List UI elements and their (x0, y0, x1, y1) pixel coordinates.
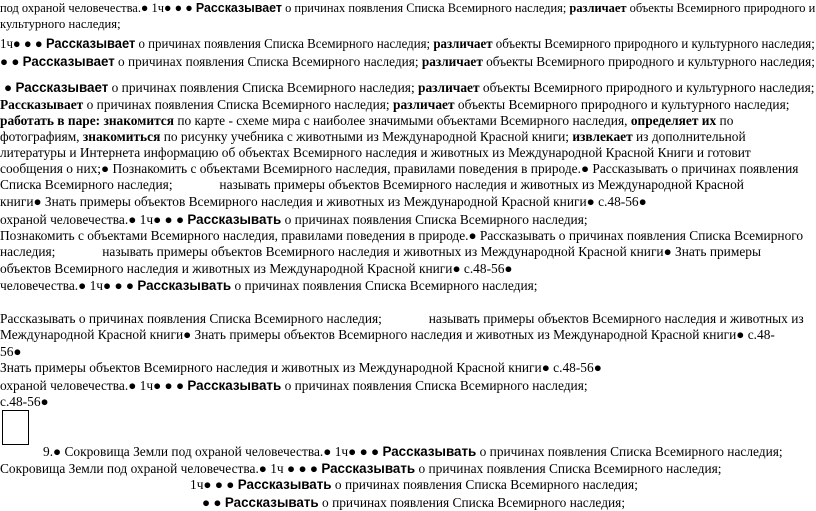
text-line: ● Рассказывает о причинах появления Списка Всемирного наследия; различает объекты Всемирного природного и культурного наследия; (4, 80, 815, 95)
empty-table-cell (2, 410, 29, 445)
text-line: сообщения о них;● Познакомить с объектами Всемирного наследия, правилами поведения в природе.● Рассказывать о причинах появления (0, 161, 799, 176)
text-line: культурного наследия; (0, 17, 121, 31)
text-line: наследия; называть примеры объектов Всемирного наследия и животных из Международной Красной книги● Знать примеры (0, 244, 761, 259)
text-line: под охраной человечества.● 1ч● ● ● Рассказывает о причинах появления Списка Всемирного наследия; различает объекты Всемирного природного и (0, 1, 816, 15)
text-line: Познакомить с объектами Всемирного наследия, правилами поведения в природе.● Рассказывать о причинах появления Списка Всемирного (0, 228, 804, 243)
text-line: Рассказывает о причинах появления Списка Всемирного наследия; различает объекты Всемирного природного и культурного наследия; (0, 97, 790, 112)
text-line: ● ● Рассказывает о причинах появления Списка Всемирного наследия; различает объекты Всемирного природного и культурного наследия; (0, 54, 815, 69)
text-line: работать в паре: знакомится по карте - схеме мира с наиболее значимыми объектами Всемирного наследия, определяет их по (0, 113, 734, 128)
text-line: ● ● Рассказывать о причинах появления Списка Всемирного наследия; (202, 495, 626, 510)
text-line: книги● Знать примеры объектов Всемирного наследия и животных из Международной Красной книги● с.48-56● (0, 194, 647, 209)
text-line: 1ч● ● ● Рассказывать о причинах появления Списка Всемирного наследия; (190, 477, 638, 492)
text-line: фотографиям, знакомиться по рисунку учебника с животными из Международной Красной книги; извлекает из дополнительной (0, 129, 746, 144)
text-line: объектов Всемирного наследия и животных из Международной Красной книги● с.48-56● (0, 261, 513, 276)
text-line: 56● (0, 344, 22, 359)
text-line: Международной Красной книги● Знать примеры объектов Всемирного наследия и животных из Международной Красной книги● с.48- (0, 327, 775, 342)
text-line: Рассказывать о причинах появления Списка Всемирного наследия; называть примеры объектов Всемирного наследия и животных из (0, 311, 804, 326)
text-line: человечества.● 1ч● ● ● Рассказывать о причинах появления Списка Всемирного наследия; (0, 278, 538, 293)
text-line: с.48-56● (0, 394, 49, 409)
text-line: Знать примеры объектов Всемирного наследия и животных из Международной Красной книги● с.48-56● (0, 360, 602, 375)
text-line: 9.● Сокровища Земли под охраной человечества.● 1ч● ● ● Рассказывать о причинах появления Списка Всемирного наследия; (43, 444, 783, 459)
text-line: Сокровища Земли под охраной человечества.● 1ч ● ● ● Рассказывать о причинах появления Списка Всемирного наследия; (0, 461, 722, 476)
text-line: 1ч● ● ● Рассказывает о причинах появления Списка Всемирного наследия; различает объекты Всемирного природного и культурного наследия; (0, 36, 815, 51)
text-line: Списка Всемирного наследия; называть примеры объектов Всемирного наследия и животных из Международной Красной (0, 177, 744, 192)
text-line: охраной человечества.● 1ч● ● ● Рассказывать о причинах появления Списка Всемирного наследия; (0, 378, 588, 393)
text-line: охраной человечества.● 1ч● ● ● Рассказывать о причинах появления Списка Всемирного наследия; (0, 212, 588, 227)
text-line: литературы и Интернета информацию об объектах Всемирного наследия и животных из Международной Красной Книги и готовит (0, 145, 751, 160)
